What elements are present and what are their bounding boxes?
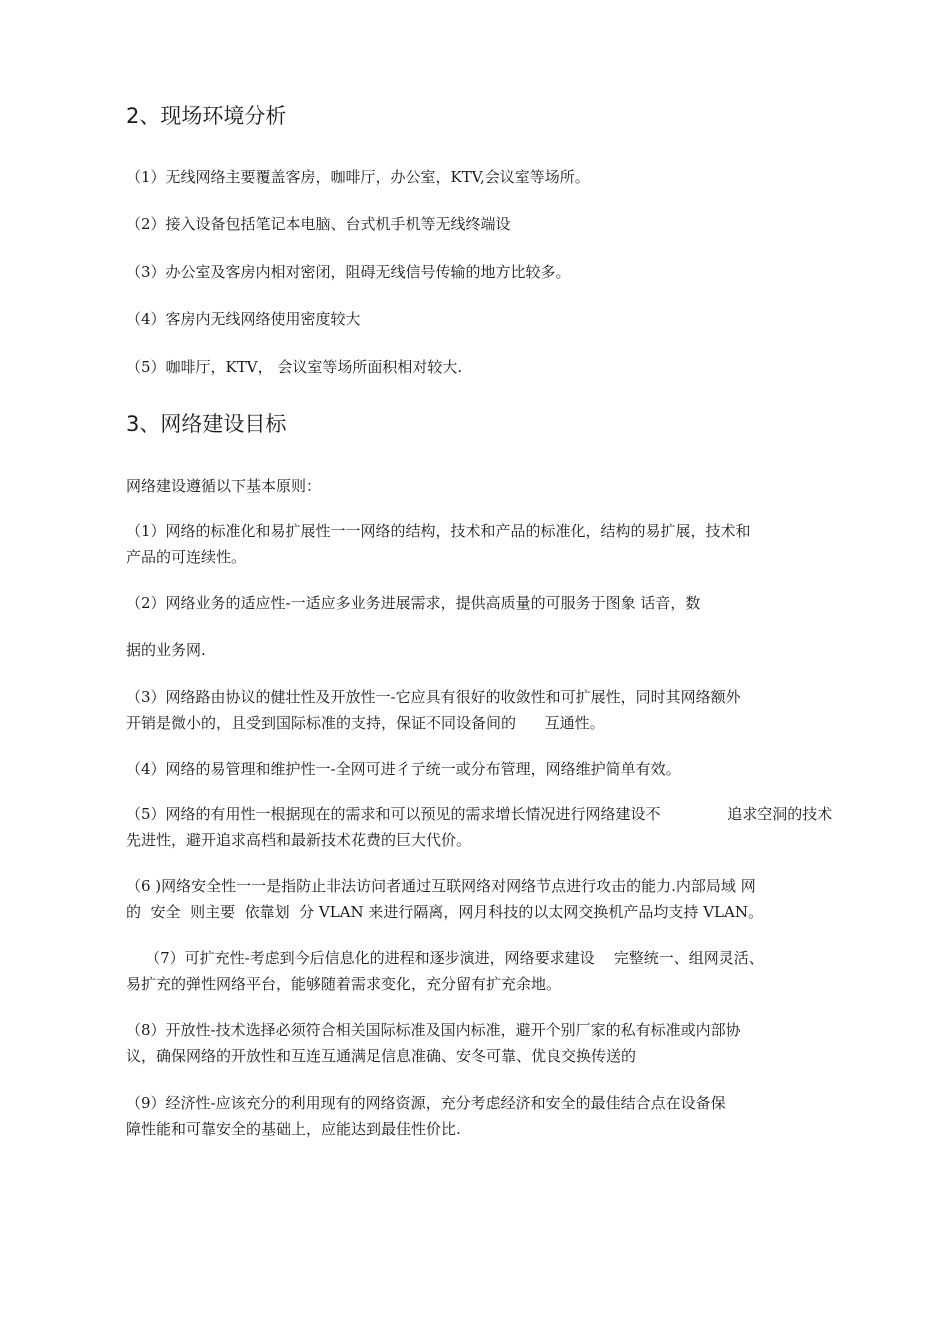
principle-1-line-2: 产品的可连续性。 [126,548,247,566]
environment-item-1: （1）无线网络主要覆盖客房，咖啡厅，办公室，KTV,会议室等场所。 [126,168,590,186]
principle-3-line-1: （3）网络路由协议的健壮性及开放性一-它应具有很好的收敛性和可扩展性，同时其网络额外 [126,688,741,706]
principle-6-line-2: 的 安全 则主要 依靠划 分 VLAN 来进行隔离，网月科技的以太网交换机产品均支持 VLAN。 [126,903,763,921]
environment-item-3: （3）办公室及客房内相对密闭，阻碍无线信号传输的地方比较多。 [126,263,571,281]
principle-1-line-1: （1）网络的标准化和易扩展性一一网络的结构，技术和产品的标准化，结构的易扩展，技术和 [126,522,751,540]
principle-3-line-2: 开销是微小的，且受到国际标准的支持，保证不同设备间的 互通性。 [126,714,605,732]
principle-9-line-1: （9）经济性-应该充分的利用现有的网络资源，充分考虑经济和安全的最佳结合点在设备保 [126,1094,726,1112]
principle-7 [126,945,886,997]
principle-7-line-2: 易扩充的弹性网络平台，能够随着需求变化，充分留有扩充余地。 [126,975,562,993]
principle-2: （2）网络业务的适应性-一适应多业务进展需求，提供高质量的可服务于图象 话音，数 [126,594,701,612]
environment-item-4: （4）客房内无线网络使用密度较大 [126,310,361,328]
principle-4: （4）网络的易管理和维护性一-全网可进彳亍统一或分布管理，网络维护简单有效。 [126,760,681,778]
principle-7-line-1: （7）可扩充性-考虑到今后信息化的进程和逐步演进，网络要求建设 完整统一、组网灵活、 [126,949,764,967]
principle-8-line-1: （8）开放性-技术选择必须符合相关国际标准及国内标准，避开个别厂家的私有标准或内部协 [126,1021,741,1039]
principle-5-line-2: 先进性，避开追求高档和最新技术花费的巨大代价。 [126,831,472,849]
principle-9 [126,1090,886,1142]
section-2-heading: 2、现场环境分析 [126,104,287,128]
principle-6 [126,873,886,925]
principle-6-line-1: （6 )网络安全性一一是指防止非法访问者通过互联网络对网络节点进行攻击的能力.内部局域 网 [126,877,756,895]
principle-2-continuation: 据的业务网. [126,641,206,659]
principle-3 [126,684,886,736]
principle-8-line-2: 议，确保网络的开放性和互连互通满足信息准确、安冬可靠、优良交换传送的 [126,1047,637,1065]
environment-item-2: （2）接入设备包括笔记本电脑、台式机手机等无线终端设 [126,215,511,233]
principle-9-line-2: 障性能和可靠安全的基础上，应能达到最佳性价比. [126,1120,461,1138]
principle-5-line-1: （5）网络的有用性一根据现在的需求和可以预见的需求增长情况进行网络建设不 追求空洞的技术 [126,805,833,823]
principle-1 [126,518,886,570]
principles-intro: 网络建设遵循以下基本原则： [126,477,322,495]
environment-item-5: （5）咖啡厅，KTV， 会议室等场所面积相对较大. [126,358,463,376]
section-3-heading: 3、网络建设目标 [126,412,287,436]
principle-8 [126,1017,886,1069]
principle-5 [126,801,886,853]
